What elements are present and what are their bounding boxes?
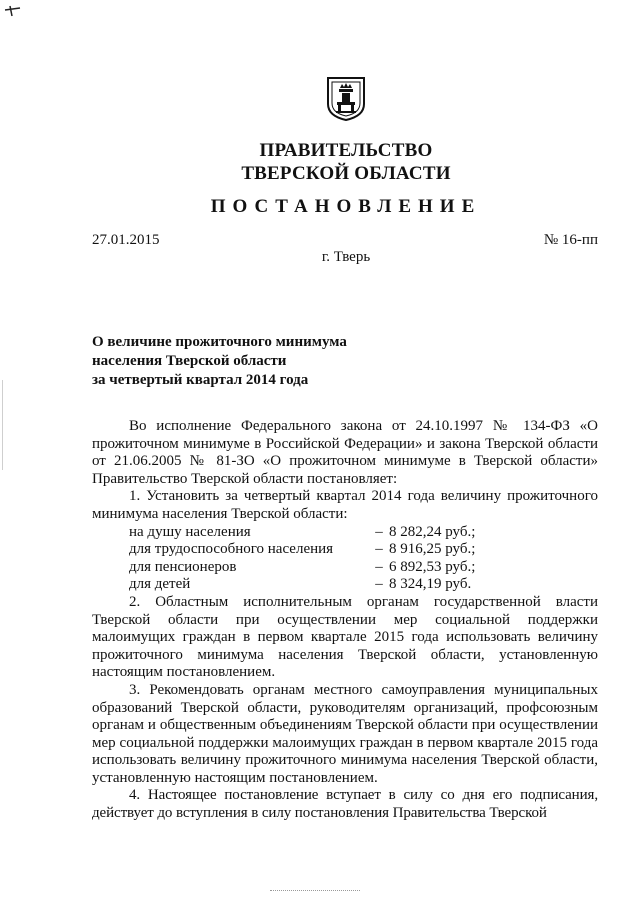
amount-value: 6 892,53 руб.; <box>389 558 476 575</box>
tver-coat-of-arms-icon <box>326 76 366 122</box>
scan-edge-line <box>2 380 3 470</box>
amount-row <box>129 576 598 594</box>
amount-label: для пенсионеров <box>129 558 237 575</box>
amount-label: для детей <box>129 576 191 593</box>
document-subject <box>92 333 347 390</box>
amount-label: для трудоспособного населения <box>129 541 334 558</box>
document-body <box>92 418 598 823</box>
amount-row <box>129 524 598 542</box>
region-title: ТВЕРСКОЙ ОБЛАСТИ <box>241 163 451 184</box>
subject-line: населения Тверской области <box>92 353 287 369</box>
amount-value: 8 282,24 руб.; <box>389 523 476 540</box>
amount-value: 8 916,25 руб.; <box>389 541 476 558</box>
intro-paragraph: Во исполнение Федерального закона от 24.10.1997 № 134-ФЗ «О прожиточном минимуме в Российской Федерации» и закона Тверской области от 21.06.2005 № 81-ЗО «О прожиточном минимуме в Тверской области» Правительство Тверской области постановляет: <box>92 418 598 487</box>
document-city: г. Тверь <box>321 249 371 265</box>
amount-dash: – <box>375 541 383 558</box>
subject-line: О величине прожиточного минимума <box>92 334 347 350</box>
item-2-paragraph: 2. Областным исполнительным органам государственной власти Тверской области при осуществлении мер социальной поддержки малоимущих граждан в первом квартале 2015 года использовать величину прожиточного минимума населения Тверской области, установленную настоящим постановлением. <box>92 593 598 681</box>
scan-corner-mark <box>4 4 22 18</box>
amount-dash: – <box>375 576 383 593</box>
page-bottom-dots <box>270 890 360 894</box>
document-number: № 16-пп <box>543 232 598 248</box>
amount-dash: – <box>375 523 383 540</box>
document-date: 27.01.2015 <box>92 232 160 248</box>
document-type-title: ПОСТАНОВЛЕНИЕ <box>210 196 482 217</box>
amount-row <box>129 559 598 577</box>
subject-line: за четвертый квартал 2014 года <box>92 372 309 388</box>
amount-label: на душу населения <box>129 523 251 540</box>
government-title: ПРАВИТЕЛЬСТВО <box>259 140 433 161</box>
amount-row <box>129 541 598 559</box>
amount-value: 8 324,19 руб. <box>389 576 472 593</box>
item-4-paragraph: 4. Настоящее постановление вступает в силу со дня его подписания, действует до вступления в силу постановления Правительства Тверской <box>92 787 598 822</box>
amount-dash: – <box>375 558 383 575</box>
item-3-paragraph: 3. Рекомендовать органам местного самоуправления муниципальных образований Тверской области, руководителям организаций, профсоюзным органам и общественным объединениям Тверской области при осуществлении мер социальной поддержки малоимущих граждан в первом квартале 2015 года использовать величину прожиточного минимума населения Тверской области, установленную настоящим постановлением. <box>92 681 598 786</box>
item-1-paragraph: 1. Установить за четвертый квартал 2014 года величину прожиточного минимума населения Тверской области: <box>92 488 598 522</box>
